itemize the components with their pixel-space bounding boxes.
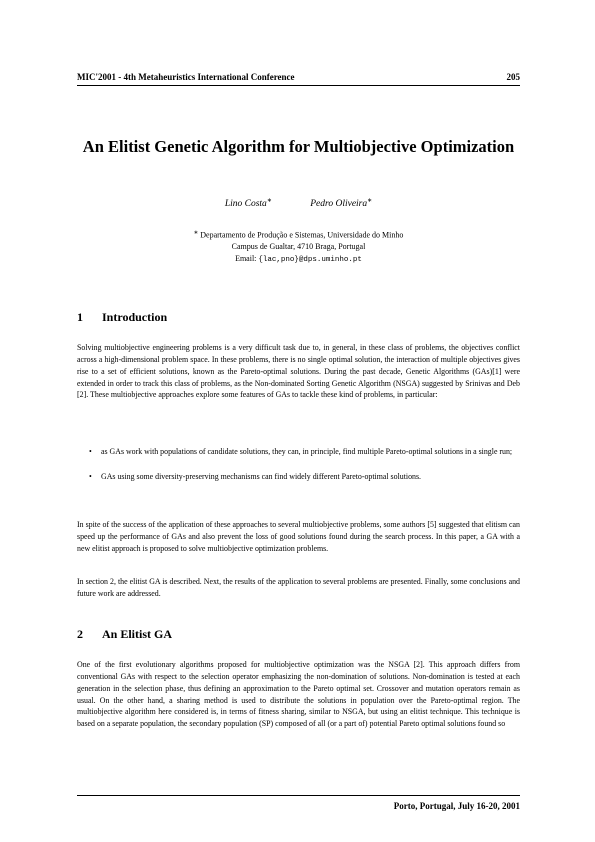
affiliation-address: Campus de Gualtar, 4710 Braga, Portugal (231, 242, 366, 252)
affiliation-email: Email: {lac,pno}@dps.uminho.pt (235, 253, 362, 264)
elitist-paragraph-1: One of the first evolutionary algorithms proposed for multiobjective optimization was the NSGA [2]. This approach differs from conventional GAs with respect to the selection operator emphasizing the non-domination of solutions. Non-domination is tested at each generation in the selection phase, thus defining an approximation to the Pareto optimal set. Crossover and mutation operators remain as usual. On the other hand, a sharing method is used to distribute the solutions in population over the Pareto-optimal region. The multiobjective algorithm here considered is, in terms of fitness sharing, similar to NSGA, but using an elitist technique. This technique is based on a separate population, the secondary population (SP) composed of all (or a part of) potential Pareto optimal solutions found so (77, 660, 520, 729)
intro-paragraph-1: Solving multiobjective engineering problems is a very difficult task due to, in general, in these class of problems, the objectives conflict across a high-dimensional problem space. In these problems, there is no single optimal solution, the interaction of multiple objectives gives rise to a set of efficient solutions, known as the Pareto-optimal solutions. During the past decade, Genetic Algorithms (GAs)[1] were extended in order to track this class of problems, as the Non-dominated Sorting Genetic Algorithm (NSGA) suggested by Srinivas and Deb [2]. These multiobjective approaches explore some features of GAs to tackle these kind of problems, in particular: (77, 343, 520, 400)
author: Pedro Oliveira∗ (310, 198, 373, 210)
intro-paragraph-3: In section 2, the elitist GA is described. Next, the results of the application to several problems are presented. Finally, some conclusions and future work are addressed. (77, 577, 520, 598)
section-number: 2 (77, 627, 83, 641)
bullet-icon: • (89, 447, 92, 456)
author-list (77, 197, 520, 209)
paper-title: An Elitist Genetic Algorithm for Multiobjective Optimization (82, 137, 515, 156)
intro-bullet-list (77, 446, 520, 496)
section-title: Introduction (102, 310, 168, 324)
section-title: An Elitist GA (102, 627, 173, 641)
section-number: 1 (77, 310, 83, 324)
bullet-icon: • (89, 471, 92, 481)
list-item: • as GAs work with populations of candidate solutions, they can, in principle, find multiple Pareto-optimal solutions in a single run; (89, 447, 513, 456)
conference-name: MIC'2001 - 4th Metaheuristics International Conference (77, 72, 295, 82)
section-heading-elitist-ga (77, 627, 172, 642)
affiliation (77, 228, 520, 266)
footer-rule (77, 795, 520, 796)
list-item: • GAs using some diversity-preserving mechanisms can find widely different Pareto-optimal solutions. (89, 471, 422, 481)
intro-paragraph-2: In spite of the success of the application of these approaches to several multiobjective problems, some authors [5] suggested that elitism can speed up the performance of GAs and also prevent the loss of good solutions found during the search process. In this paper, a GA with a new elitist approach is proposed to solve multiobjective optimization problems. (77, 520, 520, 553)
email-address: {lac,pno}@dps.uminho.pt (258, 255, 362, 264)
affiliation-department: ∗ Departamento de Produção e Sistemas, Universidade do Minho (193, 230, 404, 240)
section-heading-introduction (77, 310, 167, 325)
running-footer: Porto, Portugal, July 16-20, 2001 (393, 801, 520, 811)
page-number: 205 (506, 72, 520, 82)
header-rule (77, 85, 520, 86)
author: Lino Costa∗ (224, 198, 272, 210)
